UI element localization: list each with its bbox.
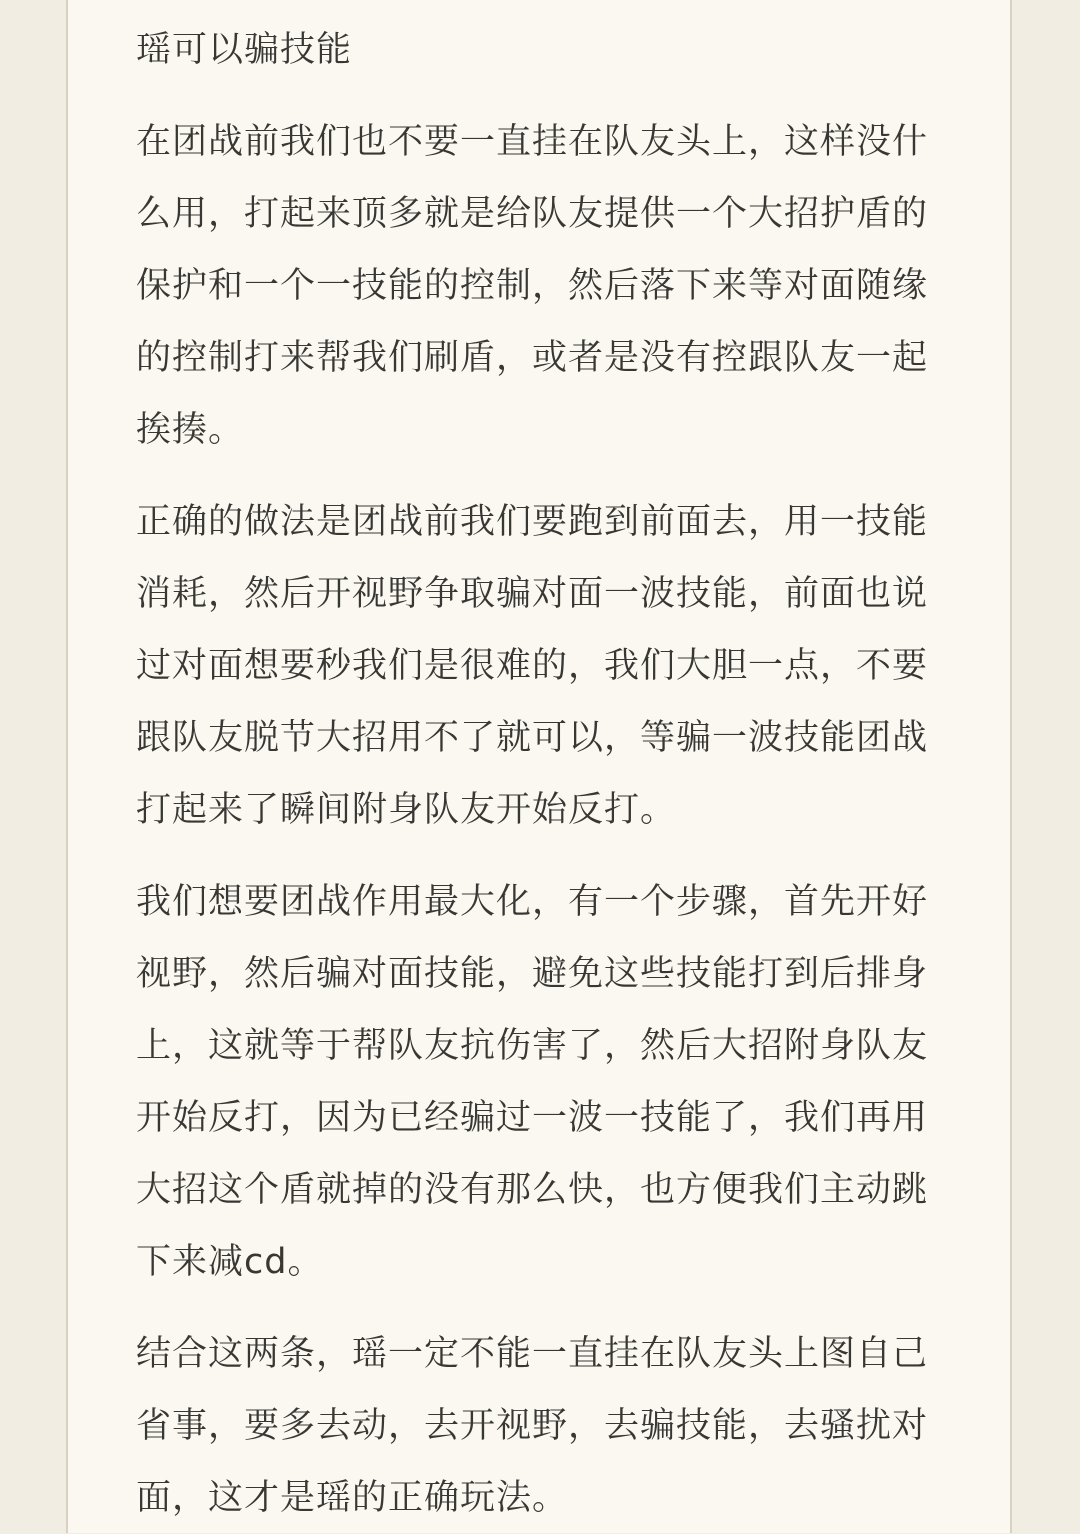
- section-heading: 瑶可以骗技能: [136, 30, 353, 70]
- paragraph-4: 结合这两条，瑶一定不能一直挂在队友头上图自己省事，要多去动，去开视野，去骗技能，去骚扰对面，这才是瑶的正确玩法。: [136, 1334, 929, 1518]
- article-body: [136, 0, 948, 1534]
- paragraph-3: 我们想要团战作用最大化，有一个步骤，首先开好视野，然后骗对面技能，避免这些技能打到后排身上，这就等于帮队友抗伤害了，然后大招附身队友开始反打，因为已经骗过一波一技能了，我们再用大招这个盾就掉的没有那么快，也方便我们主动跳下来减cd。: [136, 882, 929, 1282]
- paragraph-2: 正确的做法是团战前我们要跑到前面去，用一技能消耗，然后开视野争取骗对面一波技能，前面也说过对面想要秒我们是很难的，我们大胆一点，不要跟队友脱节大招用不了就可以，等骗一波技能团战打起来了瞬间附身队友开始反打。: [136, 502, 929, 830]
- paragraph-1: 在团战前我们也不要一直挂在队友头上，这样没什么用，打起来顶多就是给队友提供一个大招护盾的保护和一个一技能的控制，然后落下来等对面随缘的控制打来帮我们刷盾，或者是没有控跟队友一起挨揍。: [136, 122, 929, 450]
